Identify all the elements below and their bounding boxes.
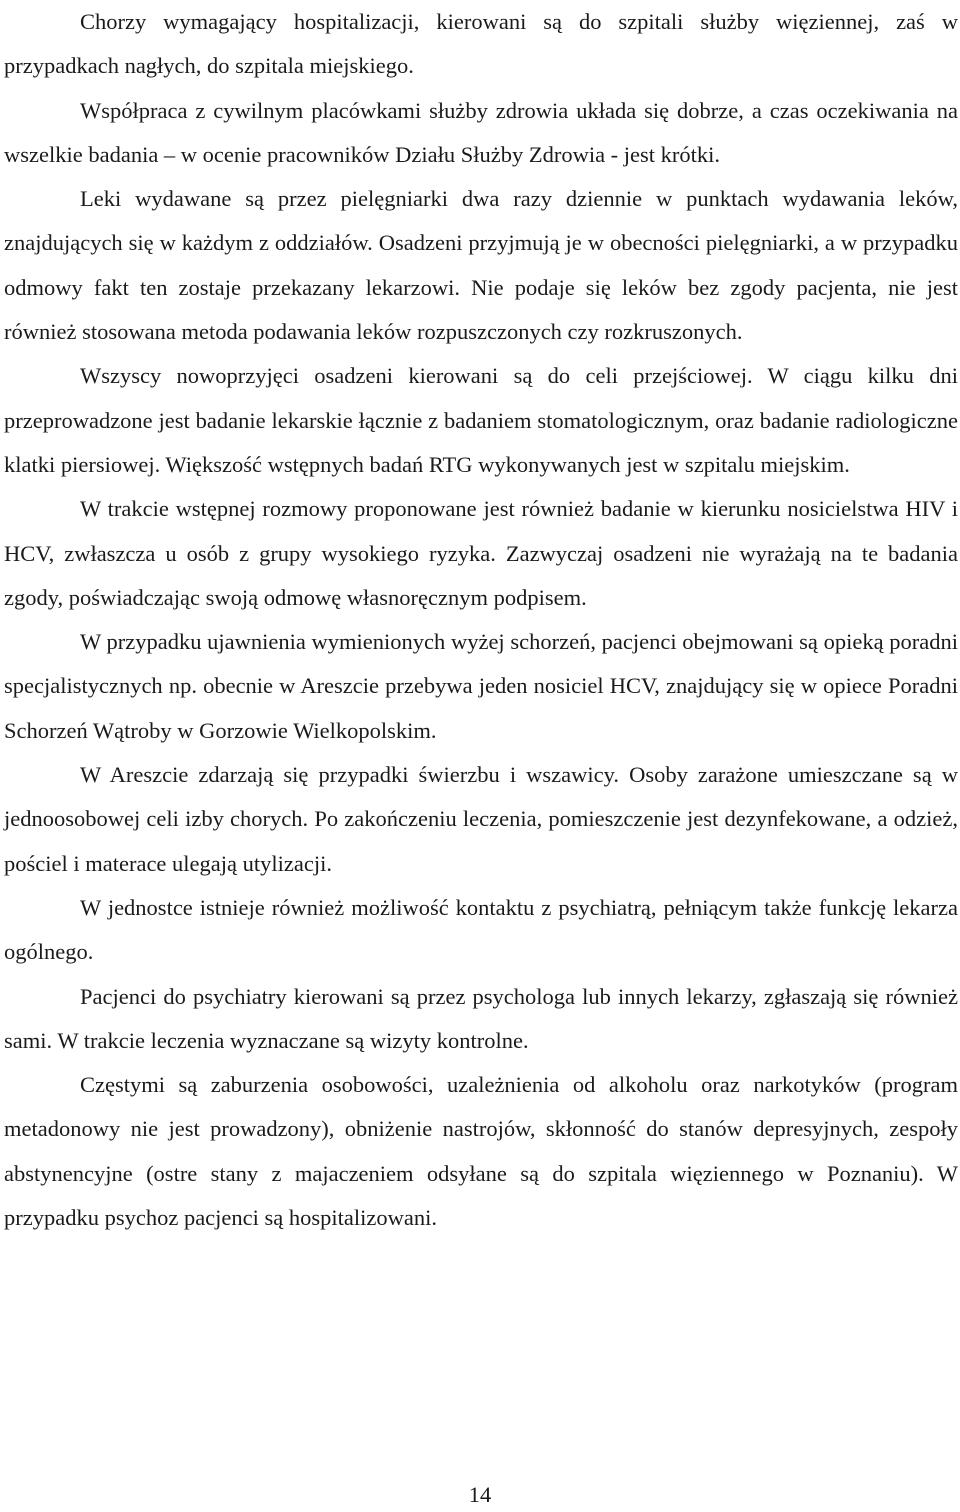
document-body xyxy=(4,0,958,1240)
page-number: 14 xyxy=(468,1482,492,1507)
paragraph-referrals: Pacjenci do psychiatry kierowani są przez psychologa lub innych lekarzy, zgłaszają się również sami. W trakcie leczenia wyznaczane są wizyty kontrolne. xyxy=(4,983,958,1053)
paragraph-psychiatrist: W jednostce istnieje również możliwość kontaktu z psychiatrą, pełniącym także funkcję lekarza ogólnego. xyxy=(4,894,958,965)
paragraph-cooperation: Współpraca z cywilnym placówkami służby zdrowia układa się dobrze, a czas oczekiwania na wszelkie badania – w ocenie pracowników Działu Służby Zdrowia - jest krótki. xyxy=(4,97,958,167)
paragraph-disorders: Częstymi są zaburzenia osobowości, uzależnienia od alkoholu oraz narkotyków (program metadonowy nie jest prowadzony), obniżenie nastrojów, skłonność do stanów depresyjnych, zespoły abstynencyjne (ostre stany z majaczeniem odsyłane są do szpitala więziennego w Poznaniu). W przypadku psychoz pacjenci są hospitalizowani. xyxy=(4,1072,958,1231)
paragraph-scabies: W Areszcie zdarzają się przypadki świerzbu i wszawicy. Osoby zarażone umieszczane są w jednoosobowej celi izby chorych. Po zakończeniu leczenia, pomieszczenie jest dezynfekowane, a odzież, pościel i materace ulegają utylizacji. xyxy=(4,762,958,876)
paragraph-new-inmates: Wszyscy nowoprzyjęci osadzeni kierowani są do celi przejściowej. W ciągu kilku dni przeprowadzone jest badanie lekarskie łącznie z badaniem stomatologicznym, oraz badanie radiologiczne klatki piersiowej. Większość wstępnych badań RTG wykonywanych jest w szpitalu miejskim. xyxy=(4,363,958,477)
paragraph-specialist-care: W przypadku ujawnienia wymienionych wyżej schorzeń, pacjenci obejmowani są opieką poradni specjalistycznych np. obecnie w Areszcie przebywa jeden nosiciel HCV, znajdujący się w opiece Poradni Schorzeń Wątroby w Gorzowie Wielkopolskim. xyxy=(4,629,958,743)
paragraph-hospitalization: Chorzy wymagający hospitalizacji, kierowani są do szpitali służby więziennej, zaś w przypadkach nagłych, do szpitala miejskiego. xyxy=(4,9,958,79)
paragraph-hiv-hcv: W trakcie wstępnej rozmowy proponowane jest również badanie w kierunku nosicielstwa HIV i HCV, zwłaszcza u osób z grupy wysokiego ryzyka. Zazwyczaj osadzeni nie wyrażają na te badania zgody, poświadczając swoją odmowę własnoręcznym podpisem. xyxy=(4,496,958,610)
paragraph-medication: Leki wydawane są przez pielęgniarki dwa razy dziennie w punktach wydawania leków, znajdujących się w każdym z oddziałów. Osadzeni przyjmują je w obecności pielęgniarki, a w przypadku odmowy fakt ten zostaje przekazany lekarzowi. Nie podaje się leków bez zgody pacjenta, nie jest również stosowana metoda podawania leków rozpuszczonych czy rozkruszonych. xyxy=(4,186,958,345)
